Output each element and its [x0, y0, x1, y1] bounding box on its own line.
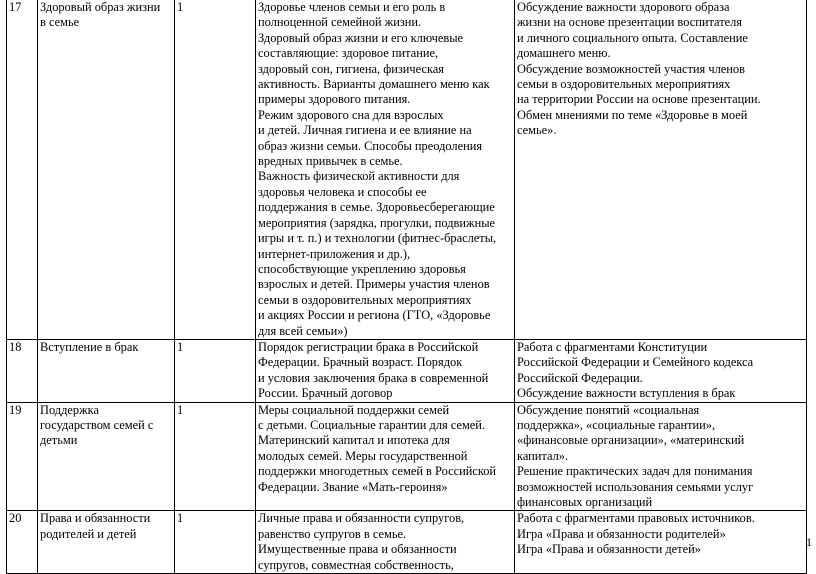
lesson-content [256, 0, 515, 339]
text-line: Вступление в брак [40, 339, 139, 354]
text-line: поддержка», «социальные гарантии», [517, 417, 716, 432]
text-line: примеры здорового питания. [258, 92, 411, 107]
text-line: родителей и детей [40, 526, 137, 541]
text-line: на территории России на основе презентации. [517, 92, 761, 107]
text-line: Российской Федерации. [517, 370, 643, 385]
text-line: Федерации. Брачный возраст. Порядок [258, 355, 463, 370]
text-line: молодых семей. Меры государственной [258, 448, 468, 463]
lesson-title [38, 511, 175, 574]
text-line: домашнего меню. [517, 46, 611, 61]
text-line: Обсуждение важности здорового образа [517, 0, 730, 14]
lesson-hours: 1 [175, 0, 256, 339]
lesson-activity [515, 0, 807, 339]
text-line: вредных привычек в семье. [258, 154, 403, 169]
text-line: Материнский капитал и ипотека для [258, 433, 450, 448]
text-line: семьи в оздоровительных мероприятиях [517, 77, 731, 92]
text-line: и условия заключения брака в современной [258, 370, 489, 385]
lesson-hours: 1 [175, 402, 256, 511]
text-line: активность. Варианты домашнего меню как [258, 77, 490, 92]
text-line: России. Брачный договор [258, 386, 393, 401]
text-line: поддержки многодетных семей в Российской [258, 464, 497, 479]
lesson-content [256, 339, 515, 402]
text-line: Здоровье членов семьи и его роль в [258, 0, 446, 14]
text-line: финансовых организаций [517, 495, 653, 509]
table-row [7, 402, 807, 511]
lesson-content [256, 402, 515, 511]
text-line: и детей. Личная гигиена и ее влияние на [258, 123, 472, 138]
text-line: равенство супругов в семье. [258, 526, 407, 541]
text-line: супругов, совместная собственность, [258, 557, 454, 572]
text-line: Работа с фрагментами правовых источников. [517, 511, 755, 526]
text-line: Работа с фрагментами Конституции [517, 339, 708, 354]
text-line: Решение практических задач для понимания [517, 464, 753, 479]
text-line: для всей семьи») [258, 323, 348, 338]
text-line: Права и обязанности [40, 511, 151, 526]
text-line: Обсуждение понятий «социальная [517, 402, 700, 417]
table-row [7, 0, 807, 339]
text-line: Имущественные права и обязанности [258, 542, 457, 557]
text-line: в семье [40, 15, 80, 30]
text-line: способствующие укреплению здоровья [258, 261, 466, 276]
text-line: Игра «Права и обязанности родителей» [517, 526, 726, 541]
lesson-hours: 1 [175, 339, 256, 402]
text-line: «финансовые организации», «материнский [517, 433, 745, 448]
lesson-number: 19 [7, 402, 38, 511]
text-line: с детьми. Социальные гарантии для семей. [258, 417, 486, 432]
text-line: Здоровый образ жизни [40, 0, 161, 14]
text-line: Игра «Права и обязанности детей» [517, 542, 701, 557]
text-line: поддержания в семье. Здоровьесберегающие [258, 200, 495, 215]
table-row [7, 339, 807, 402]
lesson-number: 20 [7, 511, 38, 574]
table-row [7, 511, 807, 574]
text-line: полноценной семейной жизни. [258, 15, 422, 30]
text-line: мероприятия (зарядка, прогулки, подвижные [258, 215, 496, 230]
text-line: составляющие: здоровое питание, [258, 46, 439, 61]
lesson-activity [515, 339, 807, 402]
lesson-hours: 1 [175, 511, 256, 574]
page-number: 1 [806, 535, 812, 549]
text-line: семье». [517, 123, 557, 138]
text-line: жизни на основе презентации воспитателя [517, 15, 743, 30]
text-line: здоровый сон, гигиена, физическая [258, 61, 444, 76]
text-line: Обмен мнениями по теме «Здоровье в моей [517, 107, 748, 122]
text-line: Режим здорового сна для взрослых [258, 107, 444, 122]
curriculum-table [6, 0, 807, 574]
text-line: образ жизни семьи. Способы преодоления [258, 138, 483, 153]
text-line: Порядок регистрации брака в Российской [258, 339, 479, 354]
lesson-number: 18 [7, 339, 38, 402]
text-line: Личные права и обязанности супругов, [258, 511, 465, 526]
text-line: игры и т. п.) и технологии (фитнес-браслеты, [258, 231, 497, 246]
text-line: Меры социальной поддержки семей [258, 402, 450, 417]
lesson-activity [515, 402, 807, 511]
text-line: Обсуждение возможностей участия членов [517, 61, 745, 76]
text-line: детьми [40, 433, 78, 448]
lesson-title [38, 339, 175, 402]
text-line: Здоровый образ жизни и его ключевые [258, 30, 464, 45]
text-line: Поддержка [40, 402, 99, 417]
text-line: семьи в оздоровительных мероприятиях [258, 292, 472, 307]
text-line: возможностей использования семьями услуг [517, 479, 754, 494]
text-line: Федерации. Звание «Мать-героиня» [258, 479, 448, 494]
lesson-content [256, 511, 515, 574]
text-line: интернет-приложения и др.), [258, 246, 411, 261]
lesson-title [38, 0, 175, 339]
text-line: Важность физической активности для [258, 169, 460, 184]
text-line: Обсуждение важности вступления в брак [517, 386, 736, 401]
text-line: Российской Федерации и Семейного кодекса [517, 355, 754, 370]
text-line: капитал». [517, 448, 569, 463]
text-line: государством семей с [40, 417, 154, 432]
lesson-title [38, 402, 175, 511]
text-line: и акциях России и региона (ГТО, «Здоровье [258, 308, 491, 323]
text-line: здоровья человека и способы ее [258, 184, 427, 199]
lesson-number: 17 [7, 0, 38, 339]
text-line: и личного социального опыта. Составление [517, 30, 748, 45]
text-line: взрослых и детей. Примеры участия членов [258, 277, 490, 292]
lesson-activity [515, 511, 807, 574]
